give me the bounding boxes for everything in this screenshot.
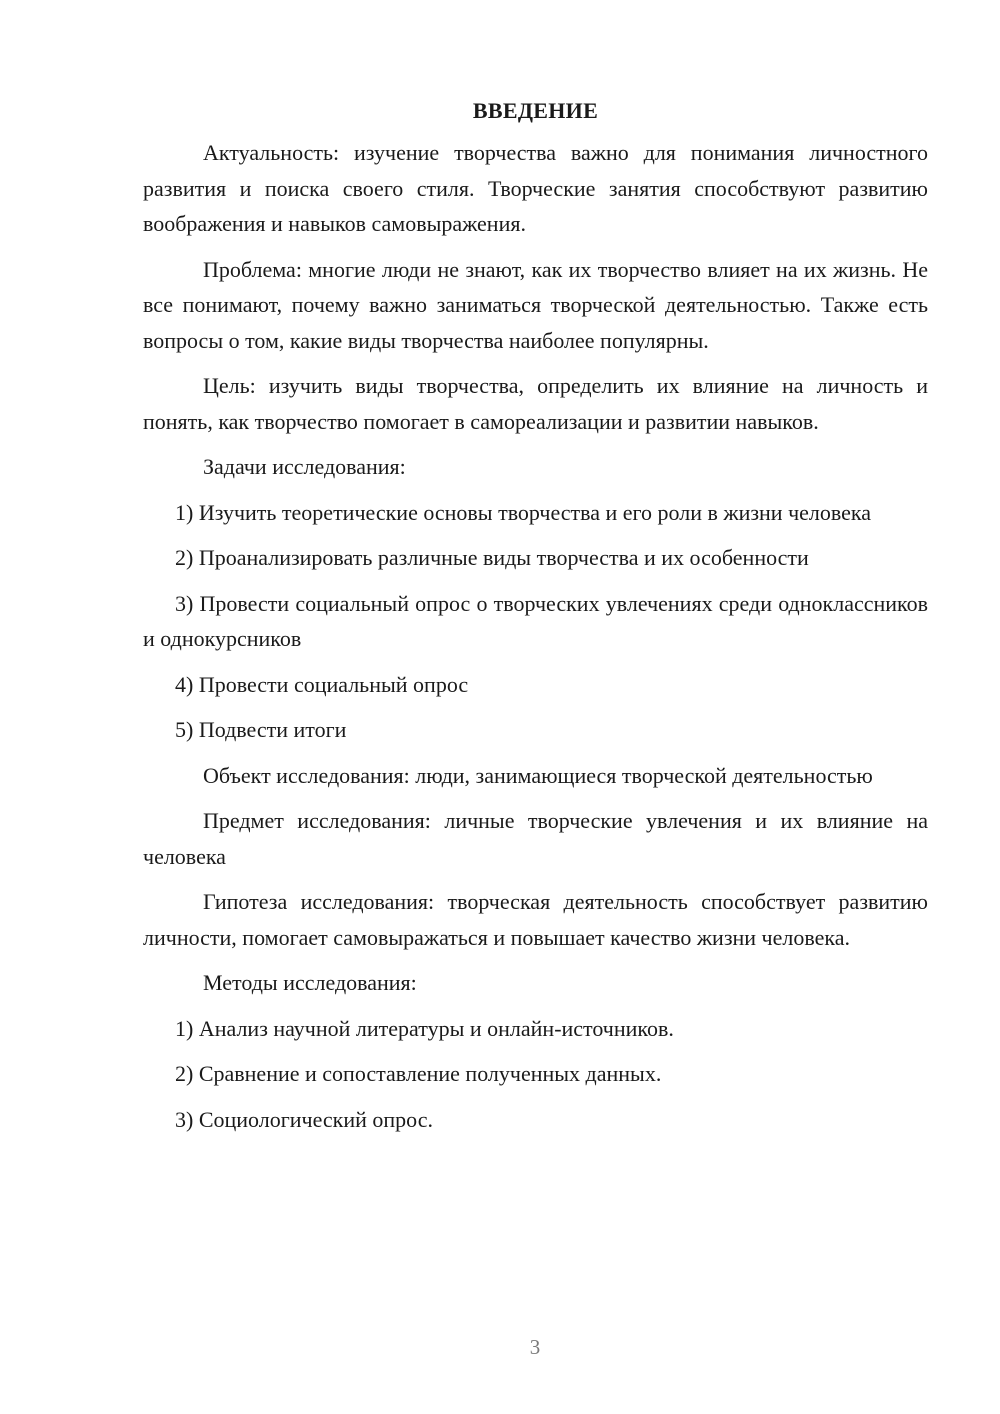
method-item-2: 2) Сравнение и сопоставление полученных данных. xyxy=(175,1061,662,1086)
task-item-3: 3) Провести социальный опрос о творческих увлечениях среди одноклассников и однокурсников xyxy=(143,590,928,651)
method-item-3: 3) Социологический опрос. xyxy=(175,1106,433,1132)
paragraph-relevance: Актуальность: изучение творчества важно для понимания личностного развития и поиска своего стиля. Творческие занятия способствуют развитию воображения и навыков самовыражения. xyxy=(143,140,928,236)
method-item-1: 1) Анализ научной литературы и онлайн-источников. xyxy=(175,1015,674,1041)
paragraph-subject: Предмет исследования: личные творческие увлечения и их влияние на человека xyxy=(143,808,928,869)
paragraph-object: Объект исследования: люди, занимающиеся творческой деятельностью xyxy=(203,762,873,788)
task-item-4: 4) Провести социальный опрос xyxy=(175,671,469,697)
task-item-5: 5) Подвести итоги xyxy=(175,717,347,742)
task-item-2: 2) Проанализировать различные виды творчества и их особенности xyxy=(175,545,809,570)
page-title: ВВЕДЕНИЕ xyxy=(472,98,599,123)
document-page xyxy=(143,94,928,1147)
page-number: 3 xyxy=(529,1335,541,1359)
task-item-1: 1) Изучить теоретические основы творчества и его роли в жизни человека xyxy=(175,499,872,525)
paragraph-hypothesis: Гипотеза исследования: творческая деятельность способствует развитию личности, помогает самовыражаться и повышает качество жизни человека. xyxy=(143,889,928,950)
paragraph-goal: Цель: изучить виды творчества, определить их влияние на личность и понять, как творчество помогает в самореализации и развитии навыков. xyxy=(143,373,928,434)
methods-heading: Методы исследования: xyxy=(203,970,417,995)
paragraph-problem: Проблема: многие люди не знают, как их творчество влияет на их жизнь. Не все понимают, почему важно заниматься творческой деятельностью. Также есть вопросы о том, какие виды творчества наиболее популярны. xyxy=(143,256,928,353)
tasks-heading: Задачи исследования: xyxy=(203,454,406,479)
